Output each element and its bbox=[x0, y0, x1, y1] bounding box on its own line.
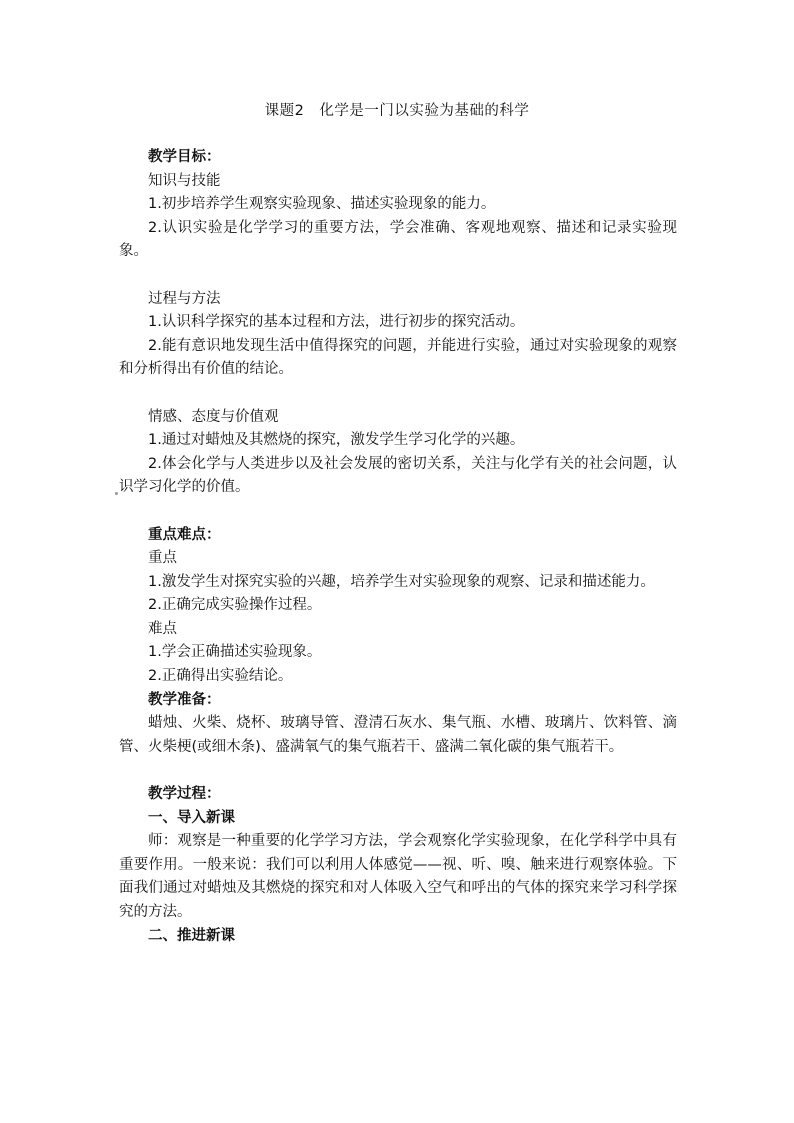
difficulty-item-1: 1.学会正确描述实验现象。 bbox=[148, 644, 322, 661]
spacer bbox=[119, 759, 677, 783]
spacer bbox=[119, 500, 677, 524]
knowledge-item-1: 1.初步培养学生观察实验现象、描述实验现象的能力。 bbox=[148, 196, 496, 213]
emotion-item-2: 2.体会化学与人类进步以及社会发展的密切关系，关注与化学有关的社会问题，认识学习化学的价值。 bbox=[119, 455, 677, 496]
process-item-2: 2.能有意识地发现生活中值得探究的问题，并能进行实验，通过对实验现象的观察和分析得出有价值的结论。 bbox=[119, 337, 677, 378]
part1-text: 师：观察是一种重要的化学学习方法，学会观察化学实验现象，在化学科学中具有重要作用。一般来说：我们可以利用人体感觉——视、听、嗅、触来进行观察体验。下面我们通过对蜡烛及其燃烧的探究和对人体吸入空气和呼出的气体的探究来学习科学探究的方法。 bbox=[119, 833, 677, 920]
preparation-text: 蜡烛、火柴、烧杯、玻璃导管、澄清石灰水、集气瓶、水槽、玻璃片、饮料管、滴管、火柴梗(或细木条)、盛满氧气的集气瓶若干、盛满二氧化碳的集气瓶若干。 bbox=[119, 715, 677, 755]
focus-heading: 重点 bbox=[148, 550, 177, 567]
teaching-goals-heading: 教学目标： bbox=[148, 149, 221, 165]
focus-item-2: 2.正确完成实验操作过程。 bbox=[148, 597, 322, 614]
key-points-heading: 重点难点： bbox=[148, 526, 221, 543]
difficulty-item-2: 2.正确得出实验结论。 bbox=[148, 668, 293, 685]
knowledge-item-2: 2.认识实验是化学学习的重要方法，学会准确、客观地观察、描述和记录实验现象。 bbox=[119, 219, 677, 260]
spacer bbox=[119, 264, 677, 288]
knowledge-heading: 知识与技能 bbox=[148, 172, 221, 189]
teaching-process-heading: 教学过程： bbox=[148, 786, 221, 803]
lesson-body bbox=[119, 146, 677, 948]
difficulty-heading: 难点 bbox=[148, 620, 177, 637]
spacer bbox=[119, 382, 677, 406]
part1-heading: 一、导入新课 bbox=[148, 809, 235, 826]
preparation-heading: 教学准备： bbox=[148, 691, 221, 708]
emotion-item-1: 1.通过对蜡烛及其燃烧的探究，激发学生学习化学的兴趣。 bbox=[148, 432, 525, 449]
lesson-title: 课题2 化学是一门以实验为基础的科学 bbox=[264, 103, 530, 119]
margin-mark bbox=[115, 492, 118, 495]
emotion-heading: 情感、态度与价值观 bbox=[148, 408, 279, 425]
part2-heading: 二、推进新课 bbox=[148, 927, 235, 944]
focus-item-1: 1.激发学生对探究实验的兴趣，培养学生对实验现象的观察、记录和描述能力。 bbox=[148, 573, 655, 590]
process-item-1: 1.认识科学探究的基本过程和方法，进行初步的探究活动。 bbox=[148, 314, 525, 331]
process-method-heading: 过程与方法 bbox=[148, 290, 221, 307]
